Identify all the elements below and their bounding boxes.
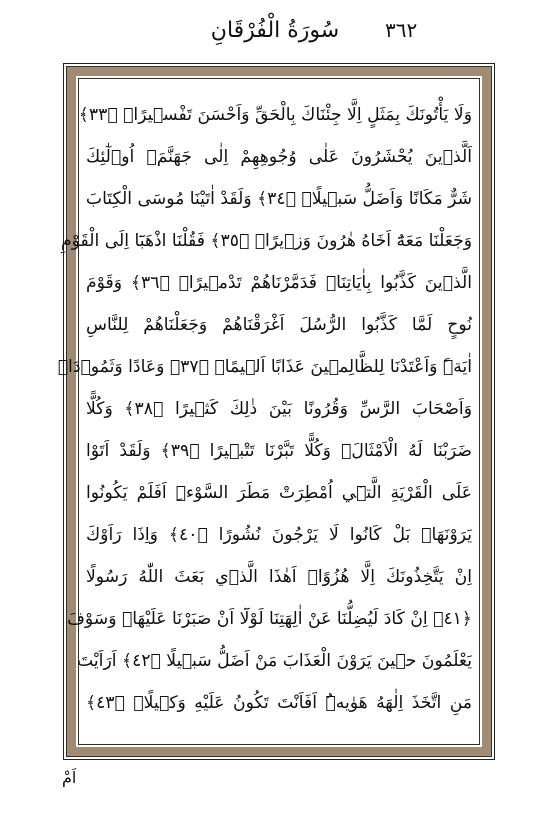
text-line-5: الَّذ۪ينَ كَذَّبُوا بِاٰيَاتِنَاۜ فَدَمَّرْنَاهُمْ تَدْم۪يرًاۜ ﴿٣٦﴾ وَقَوْمَ (86, 273, 472, 293)
text-line-7: اٰيَةًۜ وَاَعْتَدْنَا لِلظَّالِم۪ينَ عَذَابًا اَل۪يمًاۚ ﴿٣٧﴾ وَعَادًا وَثَمُو۬دَا۬ (57, 357, 472, 377)
text-line-6: نُوحٍ لَمَّا كَذَّبُوا الرُّسُلَ اَغْرَقْنَاهُمْ وَجَعَلْنَاهُمْ لِلنَّاسِ (86, 315, 472, 335)
page-number: ٣٦٢ (385, 18, 418, 42)
catchword: اَمْ (62, 768, 77, 787)
text-line-4: وَجَعَلْنَا مَعَهُٓ اَخَاهُ هٰرُونَ وَز۪يرًاۚ ﴿٣٥﴾ فَقُلْنَا اذْهَبَٓا اِلَى الْقَوْمِ (61, 231, 472, 251)
text-line-11: يَرَوْنَهَاۚ بَلْ كَانُوا لَا يَرْجُونَ نُشُورًا ﴿٤٠﴾ وَاِذَا رَاَوْكَ (86, 525, 473, 545)
page-header (0, 0, 550, 64)
text-line-10: عَلَى الْقَرْيَةِ الَّت۪ٓي اُمْطِرَتْ مَطَرَ السَّوْءِۜ اَفَلَمْ يَكُونُوا (86, 483, 472, 503)
text-line-13: ﴿٤١﴾ اِنْ كَادَ لَيُضِلُّنَا عَنْ اٰلِهَتِنَا لَوْلَٓا اَنْ صَبَرْنَا عَلَيْهَاۜ وَسَوْفَ (67, 609, 472, 629)
quran-text-block (57, 94, 473, 738)
text-line-12: اِنْ يَتَّخِذُونَكَ اِلَّا هُزُوًاۜ اَهٰذَا الَّذ۪ي بَعَثَ اللّٰهُ رَسُولًا (86, 567, 472, 587)
text-line-8: وَاَصْحَابَ الرَّسِّ وَقُرُونًا بَيْنَ ذٰلِكَ كَث۪يرًا ﴿٣٨﴾ وَكُلًّا (86, 399, 472, 419)
text-line-2: اَلَّذ۪ينَ يُحْشَرُونَ عَلٰى وُجُوهِهِمْ اِلٰى جَهَنَّمَۙ اُو۬لٰٓئِكَ (86, 147, 472, 167)
text-line-15: مَنِ اتَّخَذَ اِلٰهَهُ هَوٰيهُۜ اَفَاَنْتَ تَكُونُ عَلَيْهِ وَك۪يلًاۙ ﴿٤٣﴾ (86, 693, 472, 713)
text-line-9: ضَرَبْنَا لَهُ الْاَمْثَالَۘ وَكُلًّا تَبَّرْنَا تَتْب۪يرًا ﴿٣٩﴾ وَلَقَدْ اَتَوْا (86, 441, 473, 461)
text-line-3: شَرٌّ مَكَانًا وَاَضَلُّ سَب۪يلًا۟ ﴿٣٤﴾ وَلَقَدْ اٰتَيْنَا مُوسَى الْكِتَابَ (85, 189, 472, 209)
text-line-14: يَعْلَمُونَ ح۪ينَ يَرَوْنَ الْعَذَابَ مَنْ اَضَلُّ سَب۪يلًا ﴿٤٢﴾ اَرَاَيْتَ (77, 651, 472, 671)
text-line-1: وَلَا يَأْتُونَكَ بِمَثَلٍ اِلَّا جِئْنَاكَ بِالْحَقِّ وَاَحْسَنَ تَفْس۪يرًاۜ ﴿٣٣﴾ (78, 105, 472, 125)
surah-title: سُورَةُ الْفُرْقَانِ (210, 18, 340, 43)
